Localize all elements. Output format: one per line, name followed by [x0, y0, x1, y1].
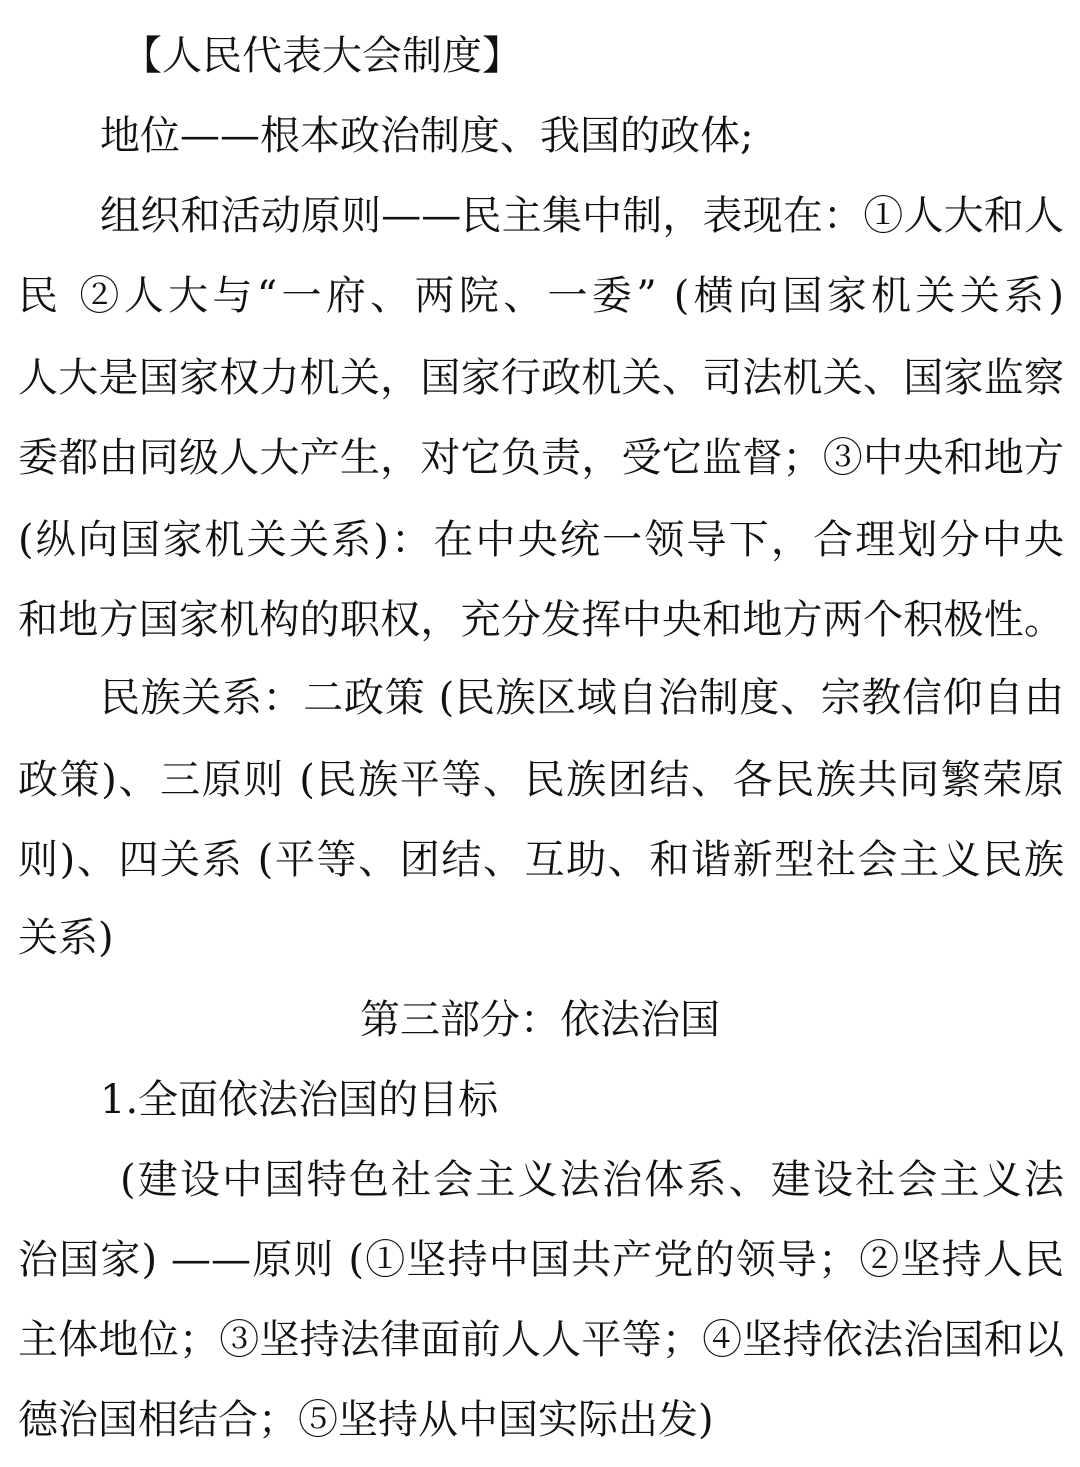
- text-line: 主体地位；③坚持法律面前人人平等；④坚持依法治国和以: [18, 1317, 1064, 1363]
- text-line: 地位——根本政治制度、我国的政体;: [100, 113, 754, 159]
- item-heading: 1.全面依法治国的目标: [100, 1077, 499, 1123]
- text-line: (纵向国家机关关系)：在中央统一领导下，合理划分中央: [18, 517, 1064, 563]
- text-line: 政策)、三原则 (民族平等、民族团结、各民族共同繁荣原: [18, 757, 1064, 803]
- text-line: 民 ②人大与“一府、两院、一委” (横向国家机关关系): [18, 273, 1064, 319]
- text-line: 关系): [18, 915, 114, 961]
- text-line: 民族关系：二政策 (民族区域自治制度、宗教信仰自由: [100, 675, 1064, 721]
- text-line: 委都由同级人大产生，对它负责，受它监督；③中央和地方: [18, 435, 1064, 481]
- text-line: 德治国相结合；⑤坚持从中国实际出发): [18, 1397, 714, 1443]
- text-line: 和地方国家机构的职权，充分发挥中央和地方两个积极性。: [18, 597, 1064, 643]
- text-line: 组织和活动原则——民主集中制，表现在：①人大和人: [100, 193, 1064, 239]
- text-line: 人大是国家权力机关，国家行政机关、司法机关、国家监察: [18, 355, 1064, 401]
- section-title: 【人民代表大会制度】: [122, 33, 522, 79]
- text-line: (建设中国特色社会主义法治体系、建设社会主义法: [120, 1157, 1064, 1203]
- text-line: 治国家) ——原则 (①坚持中国共产党的领导；②坚持人民: [18, 1237, 1064, 1283]
- text-line: 则)、四关系 (平等、团结、互助、和谐新型社会主义民族: [18, 837, 1064, 883]
- part-title: 第三部分：依法治国: [360, 997, 720, 1043]
